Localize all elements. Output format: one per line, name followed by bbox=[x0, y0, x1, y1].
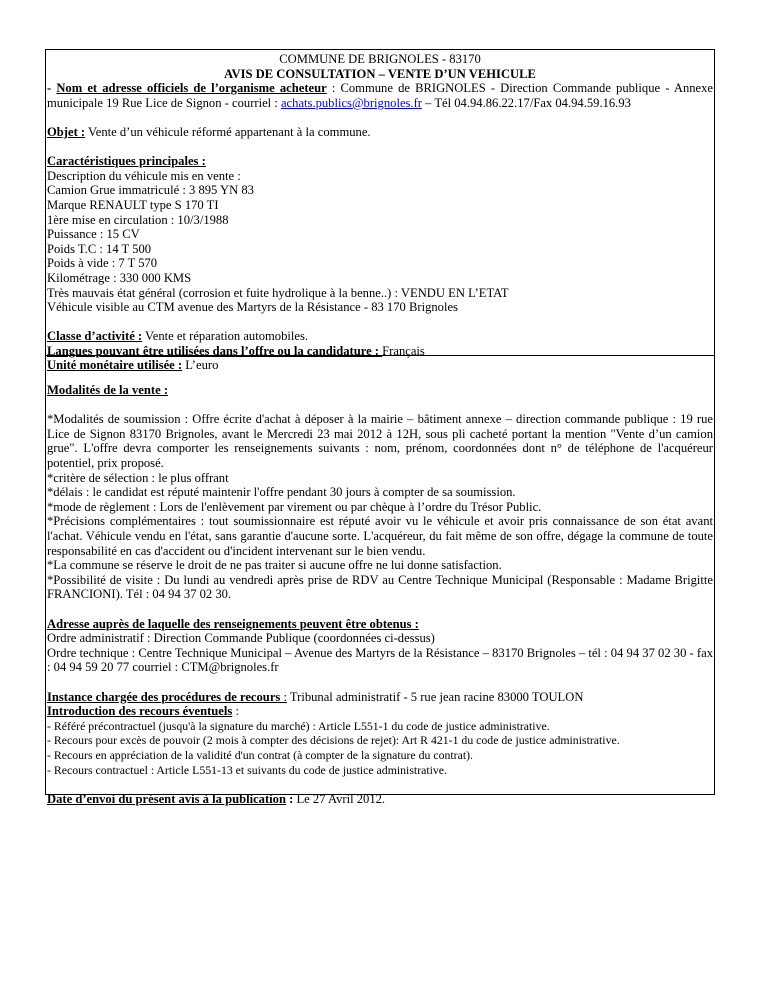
info-label: Adresse auprès de laquelle des renseignements peuvent être obtenus : bbox=[47, 616, 419, 631]
sale-paragraph: *Modalités de soumission : Offre écrite d'achat à déposer à la mairie – bâtiment annexe – direction commande publique : 19 rue Lice de Signon 83170 Brignoles, avant le Mercredi 23 mai 2012 à 12H, sous pli cacheté portant la mention "Vente d’un camion grue". L'offre devra comporter les renseignements suivants : nom, prénom, coordonnées dont n° de téléphone de l'acquéreur potentiel, prix proposé. bbox=[47, 412, 713, 471]
info-line: Ordre administratif : Direction Commande Publique (coordonnées ci-dessus) bbox=[47, 631, 435, 646]
dispatch-label: Date d’envoi du présent avis à la publication bbox=[47, 791, 286, 806]
buyer-email-link[interactable]: achats.publics@brignoles.fr bbox=[280, 95, 422, 110]
appeal-line: - Recours en appréciation de la validité d'un contrat (à compter de la signature du contrat). bbox=[47, 747, 473, 762]
sale-paragraph: *critère de sélection : le plus offrant bbox=[47, 470, 229, 485]
dispatch-paragraph bbox=[47, 792, 713, 807]
char-line: 1ère mise en circulation : 10/3/1988 bbox=[47, 212, 229, 227]
appeal-intro-label: Introduction des recours éventuels bbox=[47, 704, 233, 719]
activity-paragraph bbox=[47, 329, 713, 344]
buyer-label: Nom et adresse officiels de l’organisme acheteur bbox=[56, 81, 327, 96]
appeal-paragraph bbox=[47, 690, 713, 705]
currency-text: L’euro bbox=[182, 358, 219, 373]
buyer-text: : Commune de BRIGNOLES - Direction Commande publique - Annexe municipale 19 Rue Lice de Signon - courriel : bbox=[47, 81, 714, 110]
char-line: Puissance : 15 CV bbox=[47, 227, 140, 242]
char-line: Description du véhicule mis en vente : bbox=[47, 168, 241, 183]
object-label: Objet : bbox=[47, 124, 86, 139]
appeal-intro bbox=[47, 704, 713, 719]
appeal-colon: : bbox=[283, 689, 287, 704]
buyer-paragraph: - Nom et adresse officiels de l’organisme acheteur : Commune de BRIGNOLES - Direction Commande publique - Annexe municipale 19 Rue Lice de Signon - courriel : achats.publics@brignoles.fr – Tél 04.94.86.22.17/Fax 04.94.59.16.93 bbox=[47, 81, 714, 110]
languages-paragraph bbox=[47, 344, 713, 359]
char-line: Marque RENAULT type S 170 TI bbox=[47, 197, 219, 212]
appeal-line: - Recours contractuel : Article L551-13 et suivants du code de justice administrative. bbox=[47, 762, 447, 777]
activity-label: Classe d’activité : bbox=[47, 329, 143, 344]
notice-title: AVIS DE CONSULTATION – VENTE D’UN VEHICULE bbox=[224, 66, 536, 81]
appeal-text: Tribunal administratif - 5 rue jean racine 83000 TOULON bbox=[286, 689, 584, 704]
sale-paragraph: *mode de règlement : Lors de l'enlèvement par virement ou par chèque à l’ordre du Trésor Public. bbox=[47, 499, 542, 514]
currency-paragraph bbox=[47, 358, 713, 373]
currency-label: Unité monétaire utilisée : bbox=[47, 358, 183, 373]
char-line: Poids T.C : 14 T 500 bbox=[47, 241, 152, 256]
languages-label: Langues pouvant être utilisées dans l’offre ou la candidature : bbox=[47, 343, 383, 358]
appeal-label: Instance chargée des procédures de recours bbox=[47, 689, 284, 704]
notice-content bbox=[47, 52, 713, 806]
languages-text: Français bbox=[382, 343, 425, 358]
dispatch-colon: : bbox=[285, 791, 294, 806]
info-line: Ordre technique : Centre Technique Municipal – Avenue des Martyrs de la Résistance – 83170 Brignoles – tél : 04 94 37 02 30 - fax : 04 94 59 20 77 courriel : CTM@brignoles.fr bbox=[47, 645, 713, 675]
char-line: Kilométrage : 330 000 KMS bbox=[47, 270, 192, 285]
object-text: Vente d’un véhicule réformé appartenant à la commune. bbox=[85, 124, 371, 139]
object-paragraph bbox=[47, 125, 713, 140]
commune-heading: COMMUNE DE BRIGNOLES - 83170 bbox=[279, 52, 481, 66]
sale-label: Modalités de la vente : bbox=[47, 383, 169, 398]
char-line: Véhicule visible au CTM avenue des Martyrs de la Résistance - 83 170 Brignoles bbox=[47, 300, 458, 315]
sale-paragraph: *Précisions complémentaires : tout soumissionnaire est réputé avoir vu le véhicule et avoir pris connaissance de son état avant l'achat. Véhicule vendu en l'état, sans garantie d'aucune sorte. L'acquéreur, du fait même de son offre, dégage la commune de toute responsabilité en cas d'accident ou d'incident intervenant sur le bien vendu. bbox=[47, 514, 713, 558]
characteristics-label: Caractéristiques principales : bbox=[47, 154, 206, 169]
char-line: Très mauvais état général (corrosion et fuite hydrolique à la benne..) : VENDU EN L’ETAT bbox=[47, 285, 509, 300]
char-line: Poids à vide : 7 T 570 bbox=[47, 256, 158, 271]
char-line: Camion Grue immatriculé : 3 895 YN 83 bbox=[47, 183, 254, 198]
appeal-intro-colon: : bbox=[232, 704, 239, 719]
appeal-line: - Référé précontractuel (jusqu'à la signature du marché) : Article L551-1 du code de justice administrative. bbox=[47, 718, 550, 733]
sale-paragraph: *délais : le candidat est réputé maintenir l'offre pendant 30 jours à compter de sa soumission. bbox=[47, 485, 516, 500]
activity-text: Vente et réparation automobiles. bbox=[142, 329, 309, 344]
sale-paragraph: *La commune se réserve le droit de ne pas traiter si aucune offre ne lui donne satisfaction. bbox=[47, 558, 502, 573]
appeal-line: - Recours pour excès de pouvoir (2 mois à compter des décisions de rejet): Art R 421-1 du code de justice administrative. bbox=[47, 733, 620, 748]
dispatch-text: Le 27 Avril 2012. bbox=[293, 791, 386, 806]
buyer-phone: – Tél 04.94.86.22.17/Fax 04.94.59.16.93 bbox=[421, 95, 631, 110]
sale-paragraph: *Possibilité de visite : Du lundi au vendredi après prise de RDV au Centre Technique Municipal (Responsable : Madame Brigitte FRANCIONI). Tél : 04 94 37 02 30. bbox=[47, 572, 713, 602]
